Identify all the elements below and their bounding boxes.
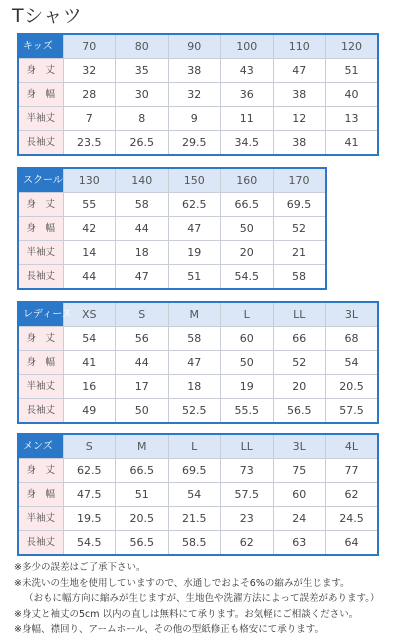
row-label: 身 幅 [18, 483, 63, 507]
size-header: 170 [273, 168, 326, 193]
measurement-cell: 19 [221, 375, 274, 399]
row-label: 長袖丈 [18, 399, 63, 424]
measurement-cell: 54.5 [63, 531, 116, 556]
measurement-cell: 66.5 [221, 193, 274, 217]
header-row [18, 434, 378, 459]
measurement-cell: 47 [116, 265, 169, 290]
measurement-cell: 23 [221, 507, 274, 531]
size-header: S [116, 302, 169, 327]
size-header: 70 [63, 34, 116, 59]
measurement-cell: 24 [273, 507, 326, 531]
table-row [18, 193, 326, 217]
measurement-cell: 21 [273, 241, 326, 265]
measurement-cell: 58 [168, 327, 221, 351]
measurement-cell: 66.5 [116, 459, 169, 483]
row-label: 半袖丈 [18, 107, 63, 131]
page-title: Tシャツ [12, 5, 83, 27]
row-label: 半袖丈 [18, 241, 63, 265]
measurement-cell: 19.5 [63, 507, 116, 531]
measurement-cell: 58 [116, 193, 169, 217]
notes [14, 560, 402, 638]
size-header: S [63, 434, 116, 459]
size-header: L [168, 434, 221, 459]
measurement-cell: 51 [326, 59, 379, 83]
row-label: 身 丈 [18, 327, 63, 351]
measurement-cell: 26.5 [116, 131, 169, 156]
measurement-cell: 50 [116, 399, 169, 424]
measurement-cell: 44 [116, 351, 169, 375]
measurement-cell: 32 [168, 83, 221, 107]
measurement-cell: 11 [221, 107, 274, 131]
measurement-cell: 36 [221, 83, 274, 107]
size-header: 110 [273, 34, 326, 59]
table-row [18, 59, 378, 83]
measurement-cell: 51 [116, 483, 169, 507]
row-label: 身 丈 [18, 59, 63, 83]
measurement-cell: 58 [273, 265, 326, 290]
measurement-cell: 7 [63, 107, 116, 131]
size-header: 80 [116, 34, 169, 59]
row-label: 身 幅 [18, 83, 63, 107]
measurement-cell: 50 [221, 217, 274, 241]
row-label: 身 丈 [18, 459, 63, 483]
measurement-cell: 52 [273, 351, 326, 375]
measurement-cell: 23.5 [63, 131, 116, 156]
measurement-cell: 60 [273, 483, 326, 507]
measurement-cell: 62 [326, 483, 379, 507]
table-row [18, 375, 378, 399]
measurement-cell: 42 [63, 217, 116, 241]
measurement-cell: 20 [221, 241, 274, 265]
size-table-kids [17, 33, 379, 156]
table-row [18, 217, 326, 241]
measurement-cell: 64 [326, 531, 379, 556]
table-row [18, 459, 378, 483]
measurement-cell: 41 [63, 351, 116, 375]
measurement-cell: 69.5 [168, 459, 221, 483]
size-header: 130 [63, 168, 116, 193]
size-header: L [221, 302, 274, 327]
table-row [18, 399, 378, 424]
row-label: 半袖丈 [18, 507, 63, 531]
measurement-cell: 38 [273, 83, 326, 107]
header-row [18, 168, 326, 193]
size-header: M [116, 434, 169, 459]
size-header: 3L [273, 434, 326, 459]
table-row [18, 351, 378, 375]
measurement-cell: 60 [221, 327, 274, 351]
measurement-cell: 56 [116, 327, 169, 351]
measurement-cell: 51 [168, 265, 221, 290]
measurement-cell: 34.5 [221, 131, 274, 156]
measurement-cell: 57.5 [221, 483, 274, 507]
note-item: ※身丈と袖丈の5cm 以内の直しは無料にて承ります。お気軽にご相談ください。 [14, 608, 359, 620]
measurement-cell: 38 [273, 131, 326, 156]
measurement-cell: 47.5 [63, 483, 116, 507]
table-row [18, 265, 326, 290]
measurement-cell: 40 [326, 83, 379, 107]
measurement-cell: 13 [326, 107, 379, 131]
measurement-cell: 54 [63, 327, 116, 351]
table-row [18, 531, 378, 556]
row-label: 身 幅 [18, 217, 63, 241]
measurement-cell: 47 [168, 351, 221, 375]
measurement-cell: 73 [221, 459, 274, 483]
row-label: 長袖丈 [18, 131, 63, 156]
measurement-cell: 35 [116, 59, 169, 83]
table-row [18, 507, 378, 531]
size-header: 150 [168, 168, 221, 193]
measurement-cell: 8 [116, 107, 169, 131]
measurement-cell: 41 [326, 131, 379, 156]
measurement-cell: 66 [273, 327, 326, 351]
measurement-cell: 20 [273, 375, 326, 399]
measurement-cell: 54 [168, 483, 221, 507]
size-table-ladies [17, 301, 379, 424]
measurement-cell: 28 [63, 83, 116, 107]
measurement-cell: 21.5 [168, 507, 221, 531]
size-header: 120 [326, 34, 379, 59]
note-item: （おもに幅方向に縮みが生じますが、生地色や洗濯方法によって誤差があります。） [24, 593, 380, 604]
measurement-cell: 9 [168, 107, 221, 131]
measurement-cell: 50 [221, 351, 274, 375]
table-row [18, 327, 378, 351]
size-header: 100 [221, 34, 274, 59]
category-label: レディース [18, 302, 63, 327]
measurement-cell: 20.5 [326, 375, 379, 399]
category-label: メンズ [18, 434, 63, 459]
measurement-cell: 52 [273, 217, 326, 241]
table-row [18, 241, 326, 265]
measurement-cell: 62 [221, 531, 274, 556]
measurement-cell: 55.5 [221, 399, 274, 424]
measurement-cell: 58.5 [168, 531, 221, 556]
note-item: ※身幅、襟回り、アームホール、その他の型紙修正も格安にて承ります。 [14, 624, 324, 635]
measurement-cell: 62.5 [168, 193, 221, 217]
size-table-school [17, 167, 327, 290]
measurement-cell: 12 [273, 107, 326, 131]
measurement-cell: 56.5 [273, 399, 326, 424]
measurement-cell: 47 [168, 217, 221, 241]
measurement-cell: 29.5 [168, 131, 221, 156]
measurement-cell: 54.5 [221, 265, 274, 290]
table-row [18, 83, 378, 107]
header-row [18, 34, 378, 59]
measurement-cell: 32 [63, 59, 116, 83]
size-header: M [168, 302, 221, 327]
measurement-cell: 49 [63, 399, 116, 424]
size-header: 160 [221, 168, 274, 193]
measurement-cell: 56.5 [116, 531, 169, 556]
measurement-cell: 20.5 [116, 507, 169, 531]
measurement-cell: 47 [273, 59, 326, 83]
size-header: LL [221, 434, 274, 459]
row-label: 半袖丈 [18, 375, 63, 399]
measurement-cell: 69.5 [273, 193, 326, 217]
measurement-cell: 44 [116, 217, 169, 241]
table-row [18, 131, 378, 156]
measurement-cell: 52.5 [168, 399, 221, 424]
measurement-cell: 54 [326, 351, 379, 375]
measurement-cell: 68 [326, 327, 379, 351]
measurement-cell: 30 [116, 83, 169, 107]
note-item: ※未洗いの生地を使用していますので、水通しでおよそ6%の縮みが生じます。 [14, 577, 350, 589]
measurement-cell: 57.5 [326, 399, 379, 424]
measurement-cell: 62.5 [63, 459, 116, 483]
table-row [18, 107, 378, 131]
row-label: 身 丈 [18, 193, 63, 217]
measurement-cell: 75 [273, 459, 326, 483]
measurement-cell: 55 [63, 193, 116, 217]
size-header: XS [63, 302, 116, 327]
size-header: 140 [116, 168, 169, 193]
size-header: 90 [168, 34, 221, 59]
measurement-cell: 77 [326, 459, 379, 483]
measurement-cell: 19 [168, 241, 221, 265]
table-row [18, 483, 378, 507]
measurement-cell: 17 [116, 375, 169, 399]
measurement-cell: 18 [116, 241, 169, 265]
measurement-cell: 16 [63, 375, 116, 399]
measurement-cell: 38 [168, 59, 221, 83]
row-label: 長袖丈 [18, 531, 63, 556]
category-label: スクール [18, 168, 63, 193]
measurement-cell: 44 [63, 265, 116, 290]
measurement-cell: 18 [168, 375, 221, 399]
size-table-mens [17, 433, 379, 556]
measurement-cell: 63 [273, 531, 326, 556]
note-item: ※多少の誤差はご了承下さい。 [14, 562, 146, 573]
category-label: キッズ [18, 34, 63, 59]
header-row [18, 302, 378, 327]
measurement-cell: 43 [221, 59, 274, 83]
row-label: 身 幅 [18, 351, 63, 375]
row-label: 長袖丈 [18, 265, 63, 290]
size-header: 4L [326, 434, 379, 459]
size-header: LL [273, 302, 326, 327]
measurement-cell: 14 [63, 241, 116, 265]
measurement-cell: 24.5 [326, 507, 379, 531]
size-header: 3L [326, 302, 379, 327]
